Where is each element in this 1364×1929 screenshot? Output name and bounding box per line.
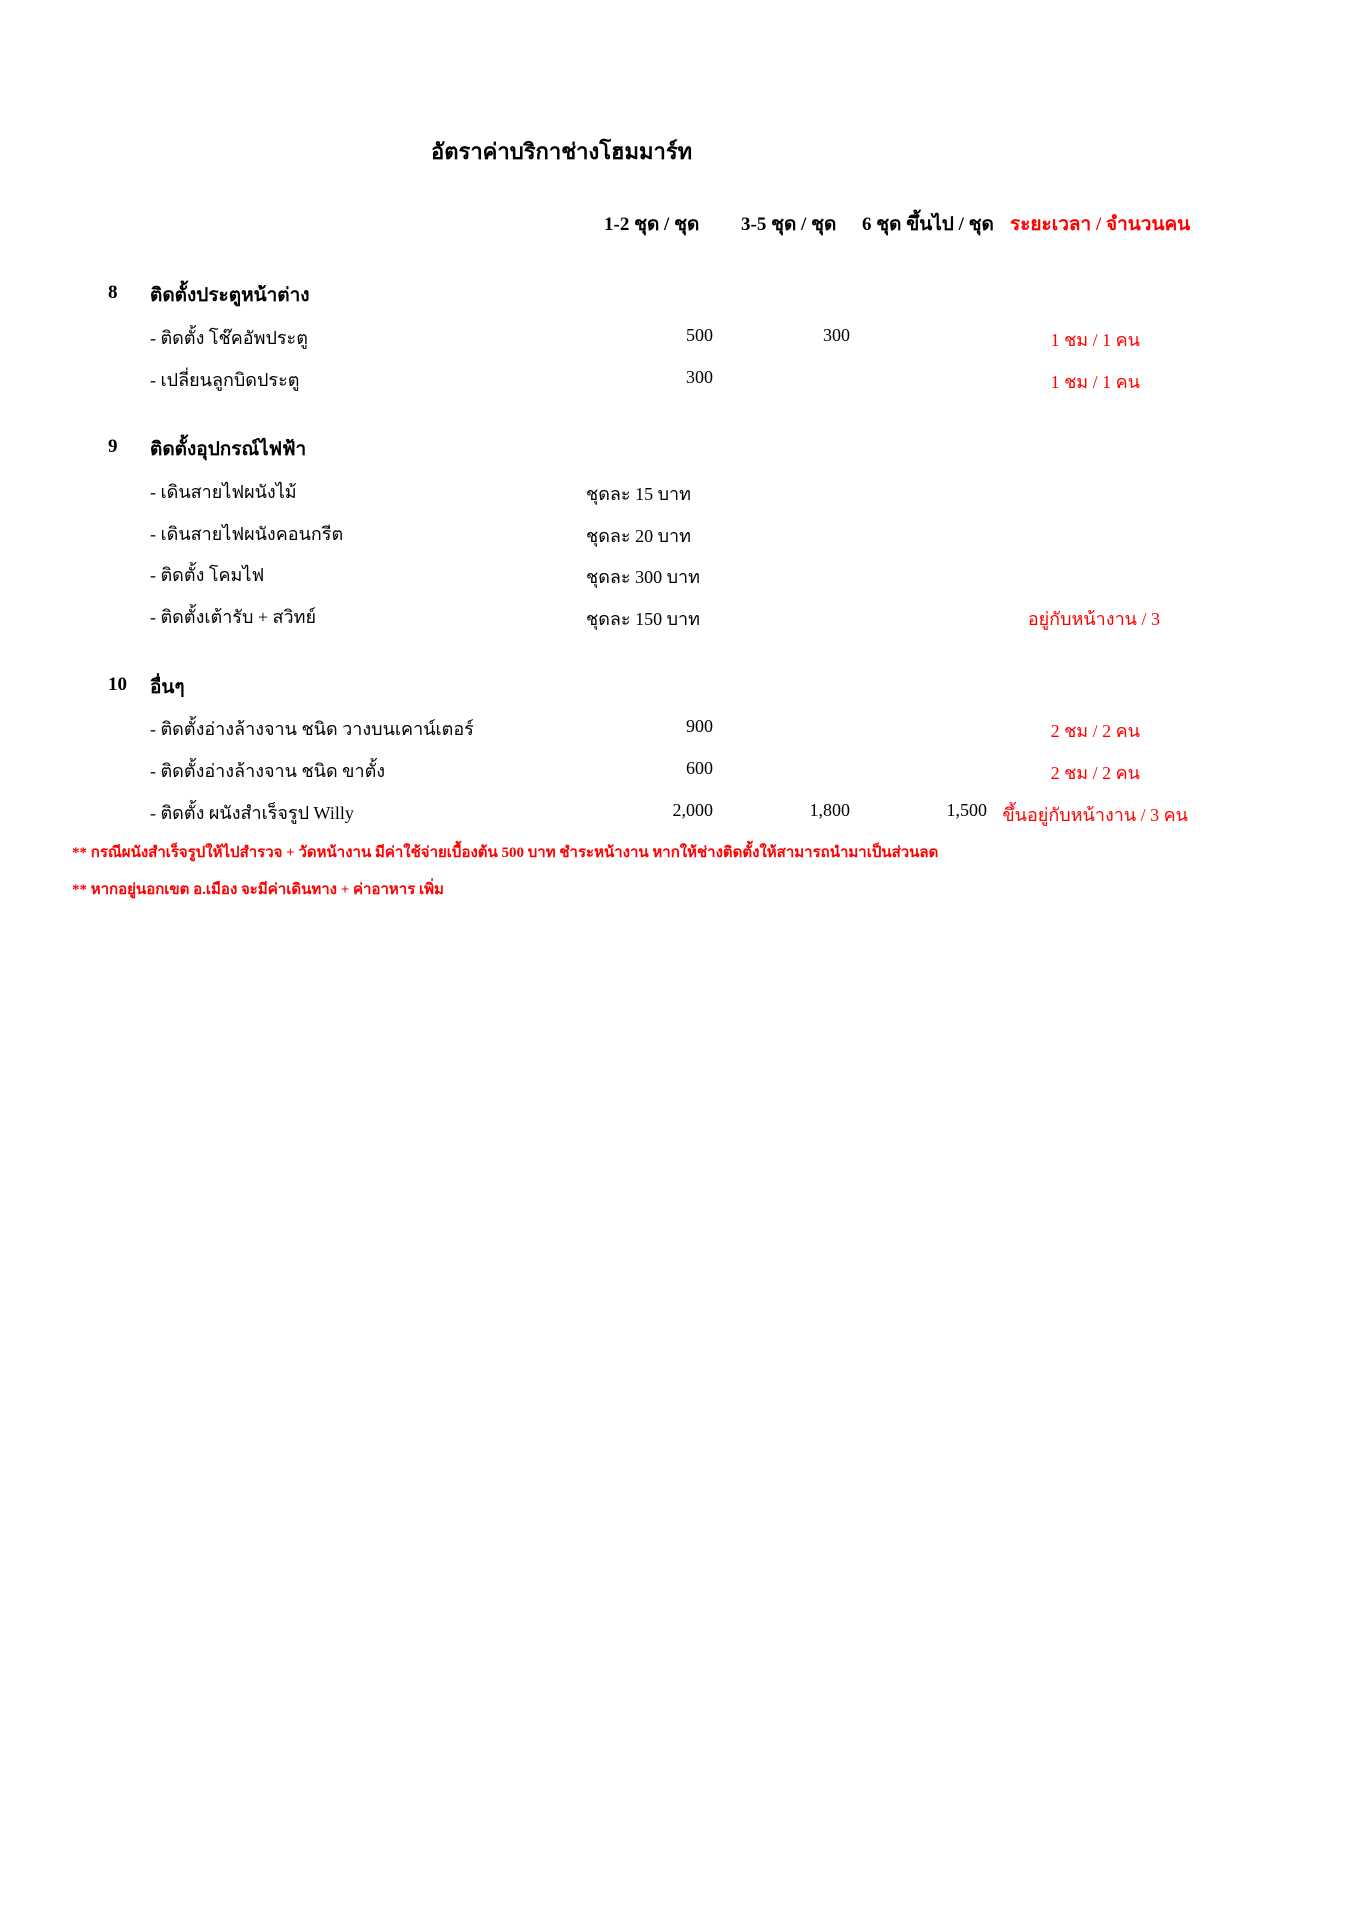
rate-per-set: ชุดละ 300 บาท: [586, 567, 701, 587]
header-6-plus-sets: 6 ชุด ขึ้นไป / ชุด: [862, 214, 994, 235]
section-title: ติดตั้งอุปกรณ์ไฟฟ้า: [150, 439, 307, 460]
header-1-2-sets: 1-2 ชุด / ชุด: [604, 214, 700, 235]
item-name: - ติดตั้ง โช๊คอัพประตู: [150, 328, 308, 348]
section-number: 8: [108, 282, 118, 303]
item-name: - ติดตั้งเต้ารับ + สวิทย์: [150, 607, 317, 627]
duration: 1 ชม / 1 คน: [1050, 372, 1140, 392]
section-number: 9: [108, 436, 118, 457]
item-name: - เดินสายไฟผนังไม้: [150, 482, 297, 502]
header-duration-people: ระยะเวลา / จำนวนคน: [1010, 214, 1191, 235]
duration: ขึ้นอยู่กับหน้างาน / 3 คน: [1002, 805, 1188, 825]
item-name: - เปลี่ยนลูกบิดประตู: [150, 370, 300, 390]
item-name: - ติดตั้ง ผนังสำเร็จรูป Willy: [150, 803, 354, 823]
section-title: ติดตั้งประตูหน้าต่าง: [150, 285, 310, 306]
price-1-2: 500: [686, 325, 713, 345]
rate-per-set: ชุดละ 150 บาท: [586, 609, 701, 629]
price-1-2: 900: [686, 716, 713, 736]
duration: 1 ชม / 1 คน: [1050, 330, 1140, 350]
price-1-2: 2,000: [672, 800, 713, 820]
duration: 2 ชม / 2 คน: [1050, 721, 1140, 741]
item-name: - เดินสายไฟผนังคอนกรีต: [150, 524, 344, 544]
duration: อยู่กับหน้างาน / 3: [1027, 609, 1160, 629]
item-name: - ติดตั้ง โคมไฟ: [150, 565, 265, 585]
footnote: ** กรณีผนังสำเร็จรูปให้ไปสำรวจ + วัดหน้างาน มีค่าใช้จ่ายเบื้องต้น 500 บาท ชำระหน้างาน หากให้ช่างติดตั้งให้สามารถนำมาเป็นส่วนลด: [72, 845, 939, 861]
page-title: อัตราค่าบริกาช่างโฮมมาร์ท: [431, 139, 693, 164]
section-title: อื่นๆ: [150, 677, 185, 698]
footnote: ** หากอยู่นอกเขต อ.เมือง จะมีค่าเดินทาง + ค่าอาหาร เพิ่ม: [72, 882, 444, 898]
price-3-5: 1,800: [809, 800, 850, 820]
price-3-5: 300: [823, 325, 850, 345]
item-name: - ติดตั้งอ่างล้างจาน ชนิด วางบนเคาน์เตอร์: [150, 719, 474, 739]
header-3-5-sets: 3-5 ชุด / ชุด: [741, 214, 837, 235]
duration: 2 ชม / 2 คน: [1050, 763, 1140, 783]
price-6-plus: 1,500: [946, 800, 987, 820]
price-1-2: 300: [686, 367, 713, 387]
rate-per-set: ชุดละ 15 บาท: [586, 484, 692, 504]
section-number: 10: [108, 674, 127, 695]
rate-per-set: ชุดละ 20 บาท: [586, 526, 692, 546]
price-1-2: 600: [686, 758, 713, 778]
item-name: - ติดตั้งอ่างล้างจาน ชนิด ขาตั้ง: [150, 761, 386, 781]
